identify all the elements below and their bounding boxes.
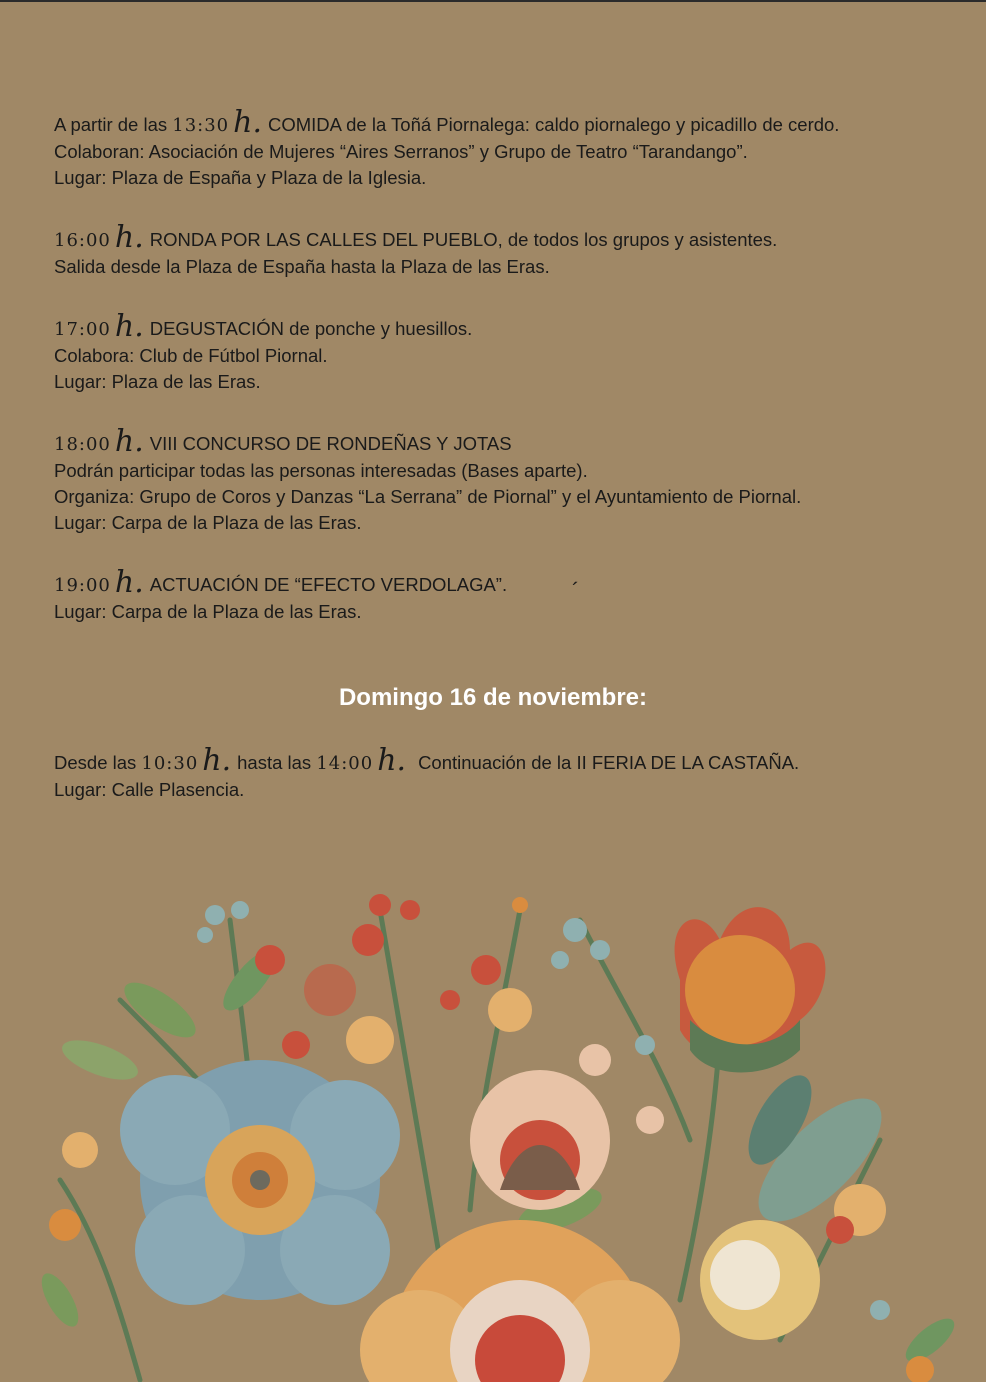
event-time: 17:00 xyxy=(54,319,111,340)
event-time: 18:00 xyxy=(54,434,111,455)
event-heading xyxy=(54,743,954,778)
event-title: COMIDA de la Toñá Piornalega: caldo piornalego y picadillo de cerdo. xyxy=(268,114,840,135)
event-title: Continuación de la II FERIA DE LA CASTAÑA. xyxy=(418,752,800,773)
event-3 xyxy=(54,309,954,395)
hour-mark: h. xyxy=(114,309,144,344)
event-detail: Podrán participar todas las personas interesadas (Bases aparte). xyxy=(54,460,588,481)
event-title: ACTUACIÓN DE “EFECTO VERDOLAGA”. xyxy=(149,574,508,595)
saturday-schedule xyxy=(54,105,954,661)
hour-mark: h. xyxy=(202,743,232,778)
day-heading: Domingo 16 de noviembre: xyxy=(338,684,648,711)
event-title: RONDA POR LAS CALLES DEL PUEBLO, de todos los grupos y asistentes. xyxy=(149,229,778,250)
floral-illustration xyxy=(0,880,986,1382)
event-time: 19:00 xyxy=(54,575,111,596)
event-title: DEGUSTACIÓN de ponche y huesillos. xyxy=(149,318,473,339)
event-location: Lugar: Plaza de España y Plaza de la Iglesia. xyxy=(54,167,427,188)
event-start-time: 10:30 xyxy=(141,753,199,774)
red-orange-flower xyxy=(675,907,826,1072)
event-location: Lugar: Carpa de la Plaza de las Eras. xyxy=(54,512,362,533)
hour-mark: h. xyxy=(377,743,407,778)
event-heading xyxy=(54,220,954,255)
event-heading xyxy=(54,424,954,459)
event-end-time: 14:00 xyxy=(316,753,374,774)
cream-flower xyxy=(700,1220,820,1340)
event-heading xyxy=(54,105,954,140)
event-time: 16:00 xyxy=(54,230,111,251)
event-location: Lugar: Calle Plasencia. xyxy=(54,779,245,800)
hour-mark: h. xyxy=(114,424,144,459)
orange-flower xyxy=(360,1220,680,1382)
stray-accent: ´ xyxy=(572,578,580,603)
hour-mark: h. xyxy=(114,565,144,600)
event-location: Lugar: Plaza de las Eras. xyxy=(54,371,261,392)
event-prefix: Desde las xyxy=(54,752,142,773)
event-heading xyxy=(54,565,954,600)
event-title: VIII CONCURSO DE RONDEÑAS Y JOTAS xyxy=(149,433,512,454)
hour-mark: h. xyxy=(233,105,262,140)
event-location: Lugar: Carpa de la Plaza de las Eras. xyxy=(54,601,362,622)
sunday-schedule xyxy=(54,743,954,803)
pink-flower xyxy=(470,1070,610,1210)
event-detail: Colaboran: Asociación de Mujeres “Aires Serranos” y Grupo de Teatro “Tarandango”. xyxy=(54,141,748,162)
event-1 xyxy=(54,105,954,191)
event-time: 13:30 xyxy=(172,115,230,136)
event-mid: hasta las xyxy=(237,752,317,773)
top-border xyxy=(0,0,986,2)
blue-flower xyxy=(120,1060,400,1305)
event-heading xyxy=(54,309,954,344)
hour-mark: h. xyxy=(114,220,144,255)
event-2 xyxy=(54,220,954,280)
event-detail: Colabora: Club de Fútbol Piornal. xyxy=(54,345,328,366)
event-detail: Organiza: Grupo de Coros y Danzas “La Serrana” de Piornal” y el Ayuntamiento de Piornal. xyxy=(54,486,802,507)
event-detail: Salida desde la Plaza de España hasta la Plaza de las Eras. xyxy=(54,256,550,277)
event-4 xyxy=(54,424,954,536)
event-5 xyxy=(54,565,954,625)
event-prefix: A partir de las xyxy=(54,114,173,135)
